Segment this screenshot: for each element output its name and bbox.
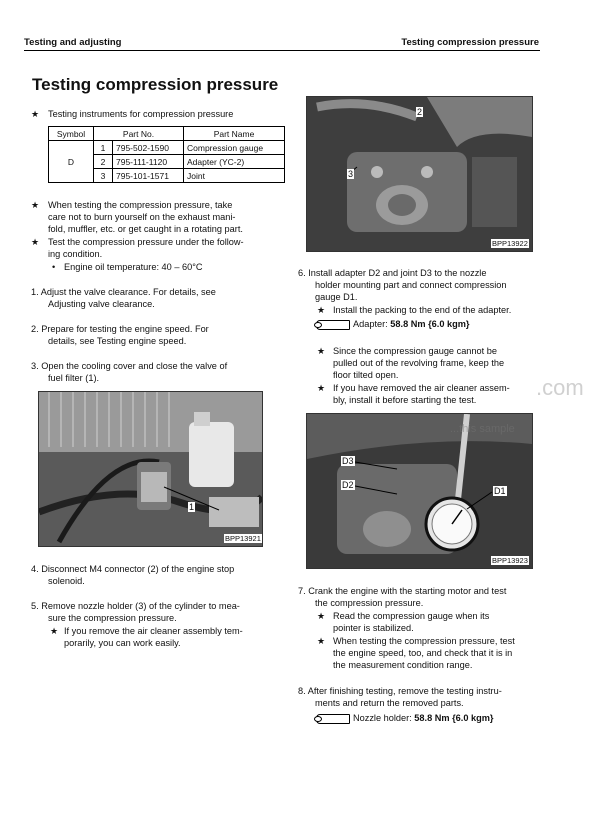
photo-fuel-filter xyxy=(38,391,263,547)
star-icon: ★ xyxy=(31,237,40,247)
callout-1: 1 xyxy=(189,502,195,512)
star-icon: ★ xyxy=(317,305,326,315)
star-icon: ★ xyxy=(50,626,59,636)
step-4: 4. Disconnect M4 connector (2) of the engine stop solenoid. xyxy=(31,564,235,586)
wrench-icon xyxy=(316,714,350,724)
part-no: 795-502-1590 xyxy=(113,141,184,155)
nozzle-holder-torque: Nozzle holder: 58.8 Nm {6.0 kgm} xyxy=(316,712,493,724)
step-2: 2. Prepare for testing the engine speed. For details, see Testing engine speed. xyxy=(31,324,209,346)
air-cleaner-note: If you have removed the air cleaner assem- bly, install it before starting the test. xyxy=(333,383,510,405)
step-3: 3. Open the cooling cover and close the valve of fuel filter (1). xyxy=(31,361,228,383)
engine-speed-note: When testing the compression pressure, test the engine speed, too, and check that it is in the measurement condition range. xyxy=(333,636,515,670)
star-icon: ★ xyxy=(317,636,326,646)
star-icon: ★ xyxy=(31,200,40,210)
callout-3: 3 xyxy=(348,169,354,179)
header-right: Testing compression pressure xyxy=(401,37,539,48)
row-num: 3 xyxy=(94,169,113,183)
page-title: Testing compression pressure xyxy=(32,75,279,94)
adapter-torque: Adapter: 58.8 Nm {6.0 kgm} xyxy=(316,318,469,330)
wrench-icon xyxy=(316,320,350,330)
figure-caption: BPP13923 xyxy=(492,556,528,565)
callout-d1: D1 xyxy=(494,486,506,496)
step-7: 7. Crank the engine with the starting motor and test the compression pressure. xyxy=(298,586,507,608)
part-no: 795-101-1571 xyxy=(113,169,184,183)
step-6: 6. Install adapter D2 and joint D3 to the nozzle holder mounting part and connect compression gauge D1. xyxy=(298,268,507,302)
gauge-note: Since the compression gauge cannot be pulled out of the revolving frame, keep the floor tilted open. xyxy=(333,346,505,380)
callout-d3: D3 xyxy=(342,456,354,466)
photo-compression-gauge xyxy=(306,413,533,569)
condition-note: Test the compression pressure under the follow- ing condition. xyxy=(48,237,244,259)
callout-2: 2 xyxy=(417,107,423,117)
watermark: .com xyxy=(536,375,584,400)
star-icon: ★ xyxy=(317,383,326,393)
header-rule xyxy=(24,50,540,51)
step-5-note: If you remove the air cleaner assembly tem- porarily, you can work easily. xyxy=(64,626,243,648)
part-name: Compression gauge xyxy=(184,141,285,155)
watermark-small: ...this sample xyxy=(450,423,515,435)
step-1: 1. Adjust the valve clearance. For details, see Adjusting valve clearance. xyxy=(31,287,216,309)
col-part-no: Part No. xyxy=(94,127,184,141)
read-gauge-note: Read the compression gauge when its pointer is stabilized. xyxy=(333,611,490,633)
table-row xyxy=(49,141,285,155)
star-icon: ★ xyxy=(317,346,326,356)
callout-d2: D2 xyxy=(342,480,354,490)
step-8: 8. After finishing testing, remove the testing instru- ments and return the removed parts. xyxy=(298,686,502,708)
packing-note: Install the packing to the end of the adapter. xyxy=(333,305,512,315)
figure-caption: BPP13922 xyxy=(492,239,528,248)
symbol-cell: D xyxy=(49,141,94,183)
header-left: Testing and adjusting xyxy=(24,37,122,48)
col-part-name: Part Name xyxy=(184,127,285,141)
step-5: 5. Remove nozzle holder (3) of the cylinder to mea- sure the compression pressure. xyxy=(31,601,240,623)
part-name: Joint xyxy=(184,169,285,183)
instruments-note: Testing instruments for compression pressure xyxy=(48,109,234,119)
instruments-table xyxy=(48,126,285,183)
col-symbol: Symbol xyxy=(49,127,94,141)
row-num: 2 xyxy=(94,155,113,169)
figure-caption: BPP13921 xyxy=(225,534,261,543)
part-no: 795-111-1120 xyxy=(113,155,184,169)
safety-note: When testing the compression pressure, take care not to burn yourself on the exhaust mani- fold, muffler, etc. or get caught in a rotating part. xyxy=(48,200,243,234)
photo-nozzle-holder xyxy=(306,96,533,252)
star-icon: ★ xyxy=(317,611,326,621)
row-num: 1 xyxy=(94,141,113,155)
star-icon: ★ xyxy=(31,109,40,119)
bullet-icon: • xyxy=(52,262,56,272)
oil-temp-condition: Engine oil temperature: 40 – 60°C xyxy=(64,262,203,272)
part-name: Adapter (YC-2) xyxy=(184,155,285,169)
